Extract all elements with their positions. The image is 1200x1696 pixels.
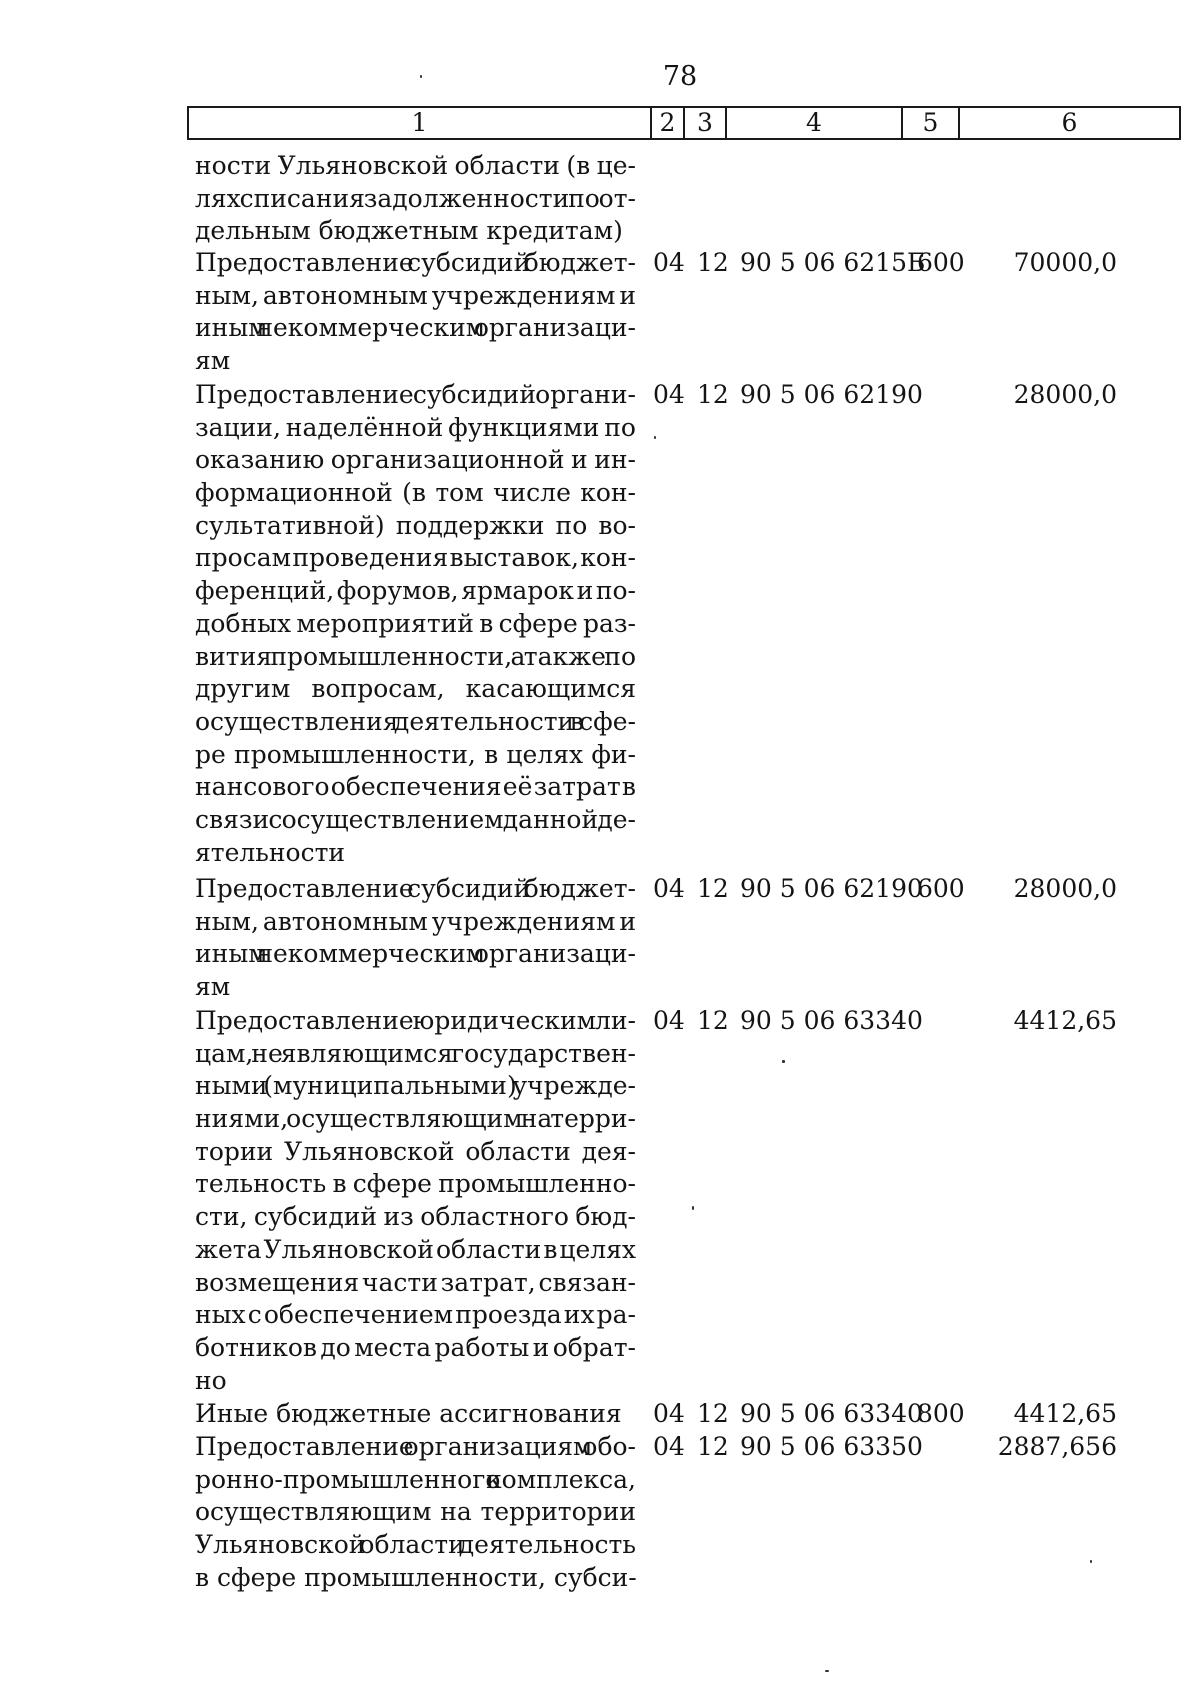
target-article-code: 90 5 06 63350: [740, 1432, 923, 1461]
description-line: иным некоммерческим организаци-: [195, 939, 636, 969]
header-col-6: 6: [959, 107, 1180, 139]
description-line: ности Ульяновской области (в це-: [195, 151, 636, 180]
amount-value: 70000,0: [1013, 248, 1117, 277]
amount-value: 2887,656: [997, 1432, 1117, 1461]
description-line: ным, автономным учреждениям и: [195, 906, 636, 936]
target-article-code: 90 5 06 62190: [740, 874, 923, 903]
row-description: [195, 873, 636, 1004]
section-code: 04: [653, 248, 685, 277]
scan-speck: [420, 75, 422, 78]
description-line: формационной (в том числе кон-: [195, 478, 636, 508]
scan-speck: [692, 1206, 694, 1210]
row-description: [195, 1398, 636, 1431]
description-line: ференций, форумов, ярмарок и по-: [195, 576, 636, 606]
description-line: жета Ульяновской области в целях: [195, 1234, 636, 1264]
target-article-code: 90 5 06 63340: [740, 1399, 923, 1428]
description-line: Предоставление субсидий бюджет-: [195, 874, 636, 903]
description-line: тельность в сфере промышленно-: [195, 1169, 636, 1199]
description-line: ниями, осуществляющим на терри-: [195, 1104, 636, 1134]
description-line: ных с обеспечением проезда их ра-: [195, 1300, 636, 1330]
amount-value: 28000,0: [1013, 380, 1117, 409]
subsection-code: 12: [697, 1006, 729, 1035]
description-line: лях списания задолженности по от-: [195, 183, 636, 213]
description-line: Иные бюджетные ассигнования: [195, 1399, 622, 1428]
page-number: 78: [662, 61, 698, 92]
description-line: возмещения части затрат, связан-: [195, 1267, 636, 1297]
description-line: осуществления деятельности в сфе-: [195, 706, 636, 736]
header-col-2: 2: [651, 107, 684, 139]
section-code: 04: [653, 380, 685, 409]
subsection-code: 12: [697, 1399, 729, 1428]
description-line: нансового обеспечения её затрат в: [195, 772, 636, 802]
description-line: ботников до места работы и обрат-: [195, 1332, 636, 1362]
description-line: Предоставление юридическим ли-: [195, 1006, 636, 1035]
subsection-code: 12: [697, 380, 729, 409]
description-line: ям: [195, 346, 231, 376]
row-description: [195, 150, 636, 248]
description-line: оказанию организационной и ин-: [195, 445, 636, 475]
description-line: осуществляющим на территории: [195, 1497, 636, 1527]
expense-type-code: 600: [917, 248, 965, 277]
description-line: ными (муниципальными) учрежде-: [195, 1071, 636, 1101]
description-line: дельным бюджетным кредитам): [195, 216, 623, 246]
row-description: [195, 1005, 636, 1397]
scan-speck: [825, 1670, 829, 1672]
description-line: другим вопросам, касающимся: [195, 674, 636, 704]
description-line: ронно-промышленного комплекса,: [195, 1464, 636, 1494]
table-header: [187, 106, 1181, 140]
scan-speck: [1090, 1560, 1092, 1563]
description-line: иным некоммерческим организаци-: [195, 313, 636, 343]
header-col-5: 5: [902, 107, 959, 139]
description-line: связи с осуществлением данной де-: [195, 804, 636, 834]
description-line: Предоставление организациям обо-: [195, 1432, 636, 1461]
amount-value: 28000,0: [1013, 874, 1117, 903]
description-line: вития промышленности, а также по: [195, 641, 636, 671]
amount-value: 4412,65: [1013, 1006, 1117, 1035]
description-line: Ульяновской области деятельность: [195, 1530, 636, 1560]
description-line: сультативной) поддержки по во-: [195, 510, 636, 540]
section-code: 04: [653, 1432, 685, 1461]
amount-value: 4412,65: [1013, 1399, 1117, 1428]
row-description: [195, 1431, 636, 1594]
description-line: Предоставление субсидий органи-: [195, 380, 636, 409]
description-line: ным, автономным учреждениям и: [195, 280, 636, 310]
description-line: но: [195, 1365, 227, 1395]
section-code: 04: [653, 874, 685, 903]
scan-speck: [782, 1060, 785, 1063]
subsection-code: 12: [697, 1432, 729, 1461]
header-col-4: 4: [726, 107, 902, 139]
target-article-code: 90 5 06 6215Б: [740, 248, 926, 277]
description-line: зации, наделённой функциями по: [195, 412, 636, 442]
expense-type-code: 800: [917, 1399, 965, 1428]
description-line: цам, не являющимся государствен-: [195, 1038, 636, 1068]
row-description: [195, 247, 636, 378]
header-col-1: 1: [411, 108, 428, 137]
description-line: добных мероприятий в сфере раз-: [195, 608, 636, 638]
description-line: ре промышленности, в целях фи-: [195, 739, 636, 769]
section-code: 04: [653, 1399, 685, 1428]
expense-type-code: 600: [917, 874, 965, 903]
scan-speck: [654, 436, 656, 439]
description-line: Предоставление субсидий бюджет-: [195, 248, 636, 277]
row-description: [195, 379, 636, 869]
subsection-code: 12: [697, 248, 729, 277]
section-code: 04: [653, 1006, 685, 1035]
description-line: ятельности: [195, 837, 346, 867]
target-article-code: 90 5 06 63340: [740, 1006, 923, 1035]
description-line: сти, субсидий из областного бюд-: [195, 1202, 636, 1232]
description-line: тории Ульяновской области дея-: [195, 1136, 636, 1166]
target-article-code: 90 5 06 62190: [740, 380, 923, 409]
subsection-code: 12: [697, 874, 729, 903]
description-line: в сфере промышленности, субси-: [195, 1562, 637, 1592]
description-line: ям: [195, 972, 231, 1002]
header-col-3: 3: [684, 107, 726, 139]
description-line: просам проведения выставок, кон-: [195, 543, 636, 573]
